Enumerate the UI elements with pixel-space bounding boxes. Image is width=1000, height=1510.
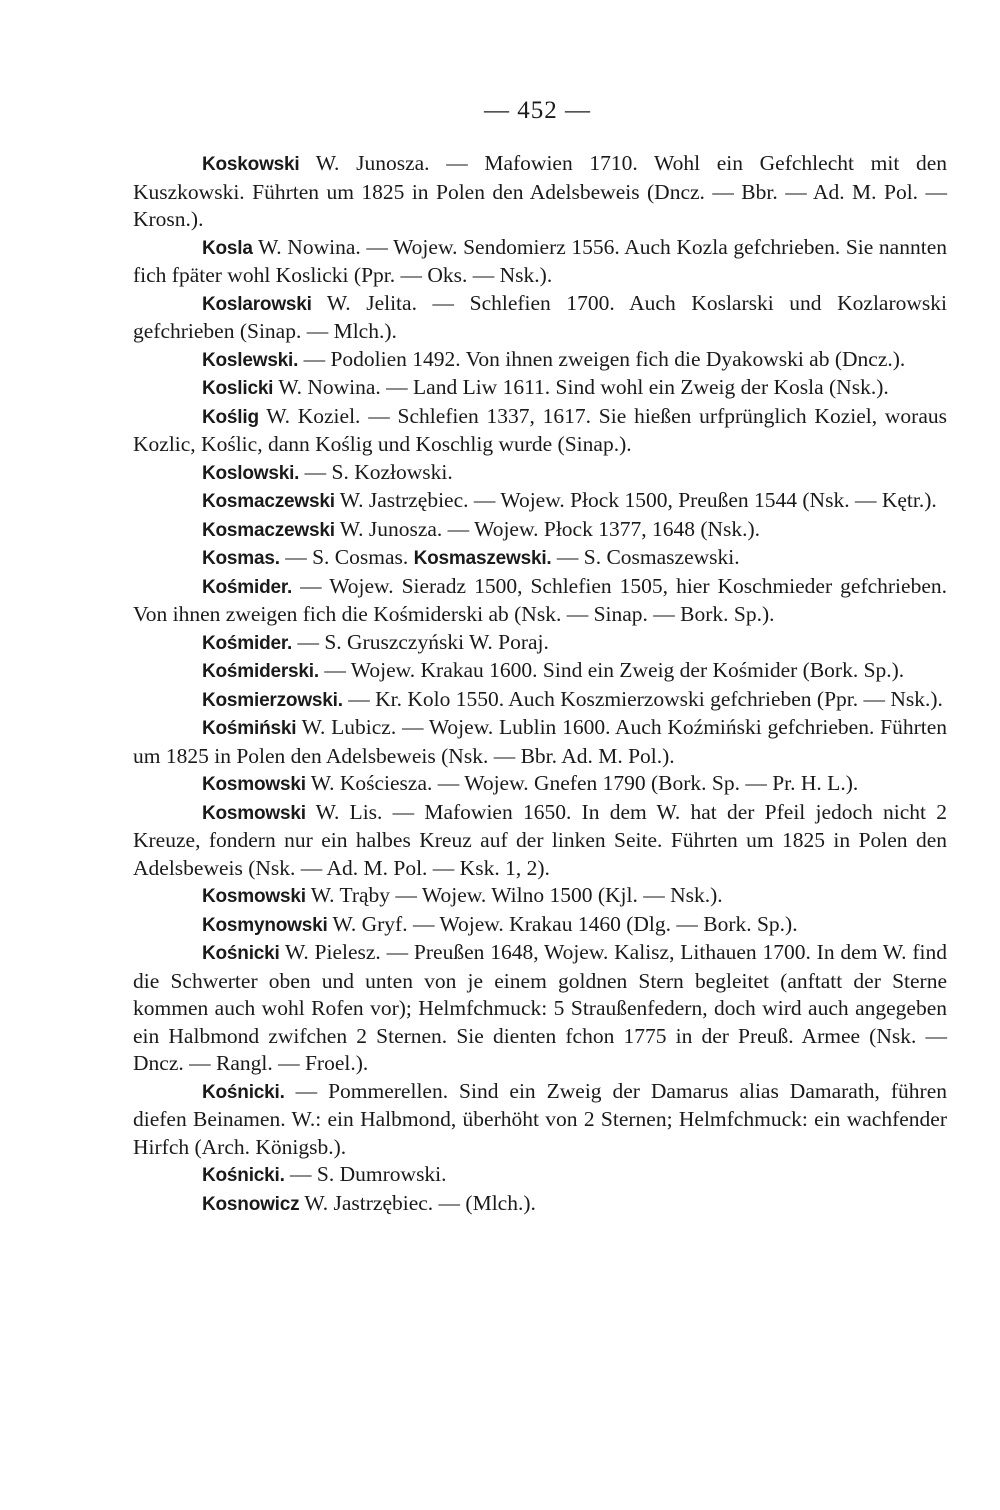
entry — [133, 487, 947, 516]
entry — [133, 714, 947, 770]
entry-text: W. Trąby — Wojew. Wilno 1500 (Kjl. — Nsk.). — [305, 883, 723, 907]
entry-text: W. Gryf. — Wojew. Krakau 1460 (Dlg. — Bork. Sp.). — [327, 911, 798, 936]
entry — [133, 150, 947, 234]
entry — [133, 770, 947, 799]
entry-text: — Wojew. Sieradz 1500, Schlefien 1505, hier Koschmieder gefchrieben. Von ihnen zweigen fich die Kośmiderski ab (Nsk. — Sinap. — Bork. Sp.). — [133, 573, 947, 626]
entry-text: — Pommerellen. Sind ein Zweig der Damarus alias Damarath, führen diefen Beinamen. W.: ein Halbmond, überhöht von 2 Sternen; Helmfchmuck: ein wachfender Hirfch (Arch. Königsb.). — [133, 1078, 947, 1159]
entry — [133, 573, 947, 629]
entry-name: Koslicki — [202, 378, 274, 399]
entry — [133, 939, 947, 1078]
entry-text: W. Jelita. — Schlefien 1700. Auch Koslarski und Kozlarowski gefchrieben (Sinap. — Mlch.). — [133, 290, 947, 343]
entry-text: — S. Kozłowski. — [299, 459, 453, 484]
entry-text: W. Nowina. — Wojew. Sendomierz 1556. Auch Kozla gefchrieben. Sie nannten fich fpäter wohl Koslicki (Ppr. — Oks. — Nsk.). — [133, 234, 947, 287]
entry-name: Koślig — [202, 406, 259, 428]
entry — [133, 1078, 947, 1162]
entry-name: Kośmider. — [202, 576, 293, 598]
entry-text: — Podolien 1492. Von ihnen zweigen fich die Dyakowski ab (Dncz.). — [298, 346, 906, 371]
entry-name: Kośmiderski. — [202, 661, 319, 682]
entry-name: Kośnicki. — [202, 1165, 285, 1186]
entry-name: Koslarowski — [202, 293, 312, 315]
entry — [133, 346, 947, 375]
entry — [133, 516, 947, 545]
entry — [133, 657, 947, 686]
entry-name: Kosmaczewski — [202, 519, 335, 541]
entry-text: W. Koziel. — Schlefien 1337, 1617. Sie hießen urfprünglich Koziel, woraus Kozlic, Koślic, dann Koślig und Koschlig wurde (Sinap.). — [133, 403, 947, 456]
entry-text: — S. Cosmaszewski. — [551, 545, 740, 569]
entry-text: W. Junosza. — Wojew. Płock 1377, 1648 (Nsk.). — [334, 516, 761, 541]
entry-name: Kosmynowski — [202, 914, 328, 936]
entry-text: — S. Gruszczyński W. Poraj. — [292, 629, 549, 654]
entry — [133, 629, 947, 658]
entry-text: W. Junosza. — Mafowien 1710. Wohl ein Gefchlecht mit den Kuszkowski. Führten um 1825 in Polen den Adelsbeweis (Dncz. — Bbr. — Ad. M. Pol. — Krosn.). — [133, 151, 947, 231]
entry — [133, 234, 947, 290]
entry — [133, 911, 947, 940]
entry-text: W. Jastrzębiec. — (Mlch.). — [299, 1190, 536, 1215]
entry — [133, 544, 947, 573]
entry — [133, 1161, 947, 1190]
entry-text: W. Kościesza. — Wojew. Gnefen 1790 (Bork. Sp. — Pr. H. L.). — [305, 771, 859, 795]
page-number: — 452 — — [484, 97, 591, 124]
entry-name: Kośmider. — [202, 632, 293, 654]
entry — [133, 290, 947, 346]
entry-name: Kośnicki. — [202, 1081, 285, 1103]
entry-text: — S. Cosmas. — [279, 545, 414, 569]
entry-text: W. Nowina. — Land Liw 1611. Sind wohl ein Zweig der Kosla (Nsk.). — [273, 375, 889, 399]
entry-name: Kosmaczewski — [202, 491, 335, 512]
entry-name: Kosmas. — [202, 548, 280, 569]
entry-text: — S. Dumrowski. — [284, 1162, 447, 1186]
entry — [133, 882, 947, 911]
entry — [133, 374, 947, 403]
entry-name: Kosmaszewski. — [413, 548, 552, 569]
entry-name: Kosnowicz — [202, 1193, 300, 1215]
entry-name: Kosla — [202, 237, 253, 259]
entry-name: Kosmowski — [202, 802, 306, 824]
entry-name: Koskowski — [202, 154, 300, 175]
entry-name: Kośmiński — [202, 718, 297, 739]
entry-text: W. Pielesz. — Preußen 1648, Wojew. Kalisz, Lithauen 1700. In dem W. find die Schwerter oben und unten von je einem goldnen Stern begleitet (anftatt der Sterne kommen auch wohl Rofen vor); Helmfchmuck: 5 Straußenfedern, doch wird auch angegeben ein Halbmond zwifchen 2 Sternen. Sie dienten fchon 1775 in der Preuß. Armee (Nsk. — Dncz. — Rangl. — Froel.). — [133, 940, 947, 1075]
entry-text: W. Jastrzębiec. — Wojew. Płock 1500, Preußen 1544 (Nsk. — Kętr.). — [334, 488, 937, 512]
entry-text: W. Lubicz. — Wojew. Lublin 1600. Auch Koźmiński gefchrieben. Führten um 1825 in Polen den Adelsbeweis (Nsk. — Bbr. Ad. M. Pol.). — [133, 715, 947, 768]
entry-text: — Kr. Kolo 1550. Auch Koszmierzowski gefchrieben (Ppr. — Nsk.). — [342, 686, 943, 711]
entry-text: W. Lis. — Mafowien 1650. In dem W. hat der Pfeil jedoch nicht 2 Kreuze, fondern nur ein halbes Kreuz auf der linken Seite. Führten um 1825 in Polen den Adelsbeweis (Nsk. — Ad. M. Pol. — Ksk. 1, 2). — [133, 799, 947, 880]
entry-text: — Wojew. Krakau 1600. Sind ein Zweig der Kośmider (Bork. Sp.). — [318, 658, 905, 682]
entry-name: Kosmierzowski. — [202, 689, 343, 711]
entry — [133, 799, 947, 883]
entry-name: Kośnicki — [202, 943, 280, 964]
entry-name: Kosmowski — [202, 774, 306, 795]
entry-list — [133, 150, 947, 1218]
entry — [133, 1190, 947, 1219]
entry-name: Koslewski. — [202, 349, 299, 371]
entry-name: Koslowski. — [202, 462, 300, 484]
entry — [133, 459, 947, 488]
entry — [133, 403, 947, 459]
entry — [133, 686, 947, 715]
entry-name: Kosmowski — [202, 886, 306, 907]
